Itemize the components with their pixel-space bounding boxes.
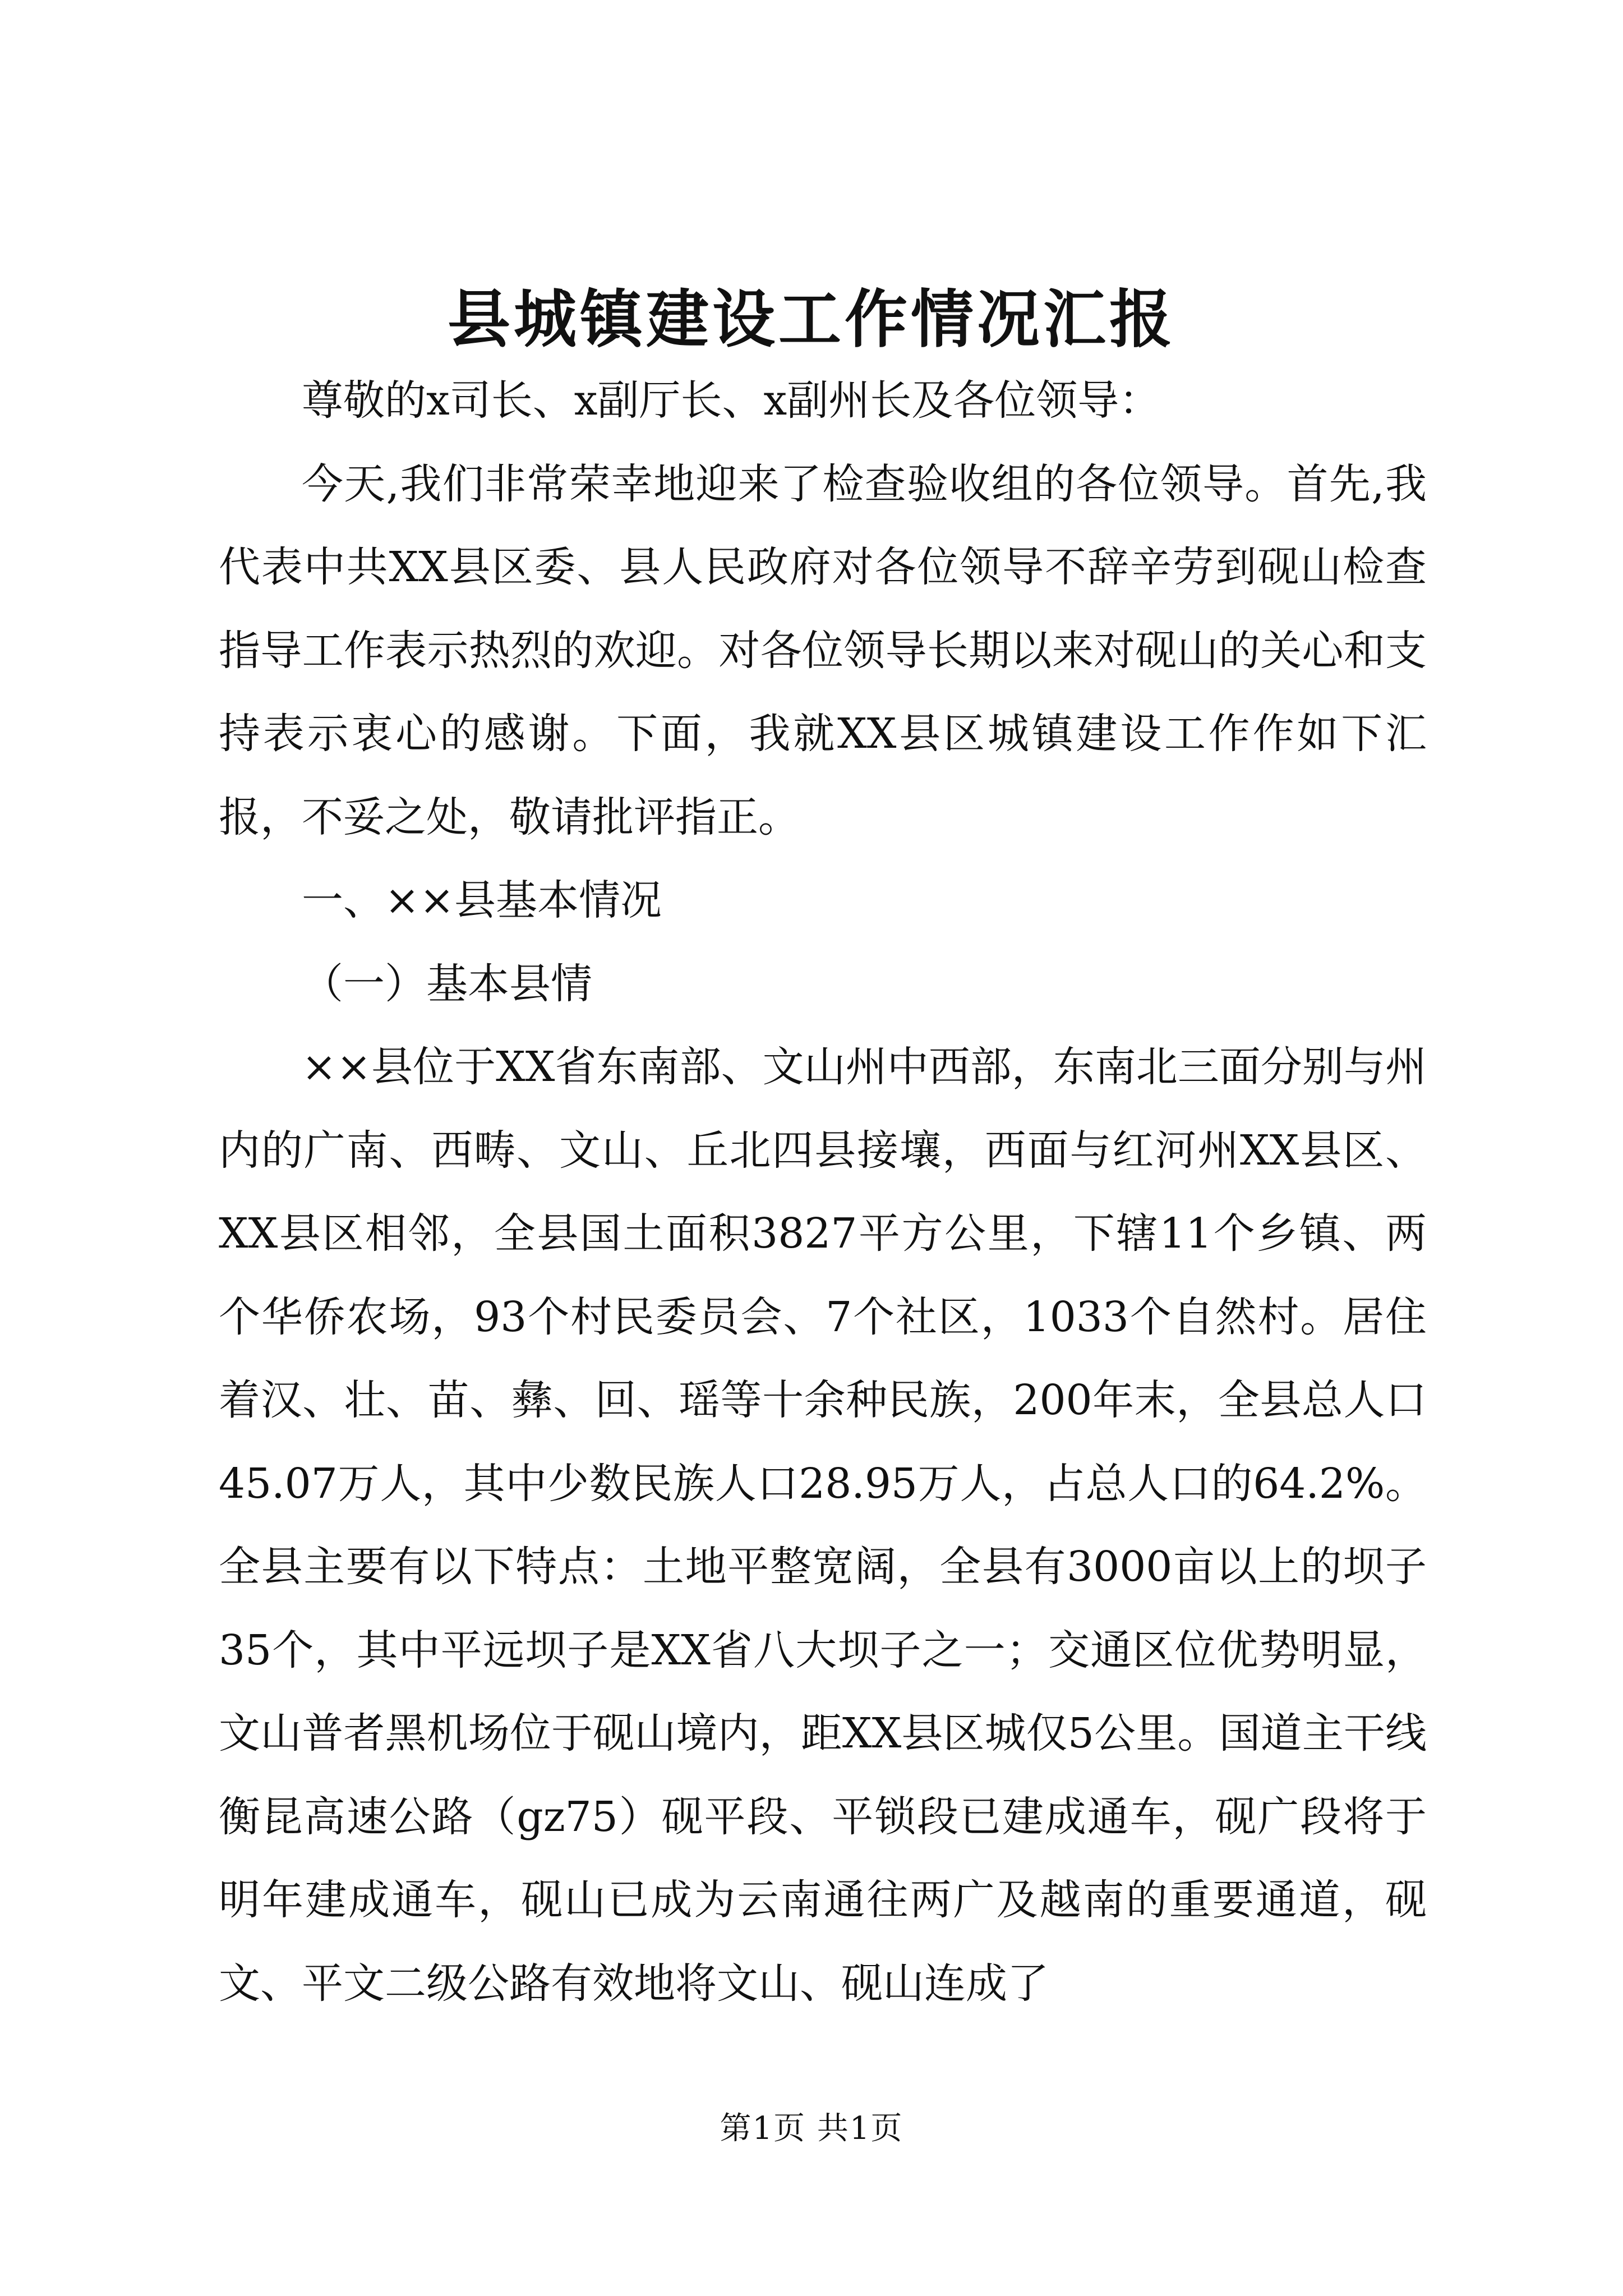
section-heading: 一、××县基本情况 — [302, 876, 662, 924]
document-title: 县城镇建设工作情况汇报 — [448, 283, 1175, 356]
page-footer: 第1页 共1页 — [720, 2110, 903, 2147]
intro-paragraph: 今天,我们非常荣幸地迎来了检查验收组的各位领导。首先,我代表中共XX县区委、县人民政府对各位领导不辞辛劳到砚山检查指导工作表示热烈的欢迎。对各位领导长期以来对砚山的关心和支持表示衷心的感谢。下面，我就XX县区城镇建设工作作如下汇报，不妥之处，敬请批评指正。 — [219, 459, 1427, 841]
subsection-heading: （一）基本县情 — [302, 959, 592, 1008]
document-body — [219, 359, 1427, 2025]
salutation-paragraph: 尊敬的x司长、x副厅长、x副州长及各位领导： — [302, 376, 1161, 425]
county-overview-paragraph: ××县位于XX省东南部、文山州中西部，东南北三面分别与州内的广南、西畴、文山、丘北四县接壤，西面与红河州XX县区、XX县区相邻，全县国土面积3827平方公里，下辖11个乡镇、两个华侨农场，93个村民委员会、7个社区，1033个自然村。居住着汉、壮、苗、彝、回、瑶等十余种民族，200年末，全县总人口45.07万人，其中少数民族人口28.95万人，占总人口的64.2%。全县主要有以下特点：土地平整宽阔，全县有3000亩以上的坝子35个，其中平远坝子是XX省八大坝子之一；交通区位优势明显，文山普者黑机场位于砚山境内，距XX县区城仅5公里。国道主干线衡昆高速公路（gz75）砚平段、平锁段已建成通车，砚广段将于明年建成通车，砚山已成为云南通往两广及越南的重要通道，砚文、平文二级公路有效地将文山、砚山连成了 — [219, 1043, 1427, 2008]
